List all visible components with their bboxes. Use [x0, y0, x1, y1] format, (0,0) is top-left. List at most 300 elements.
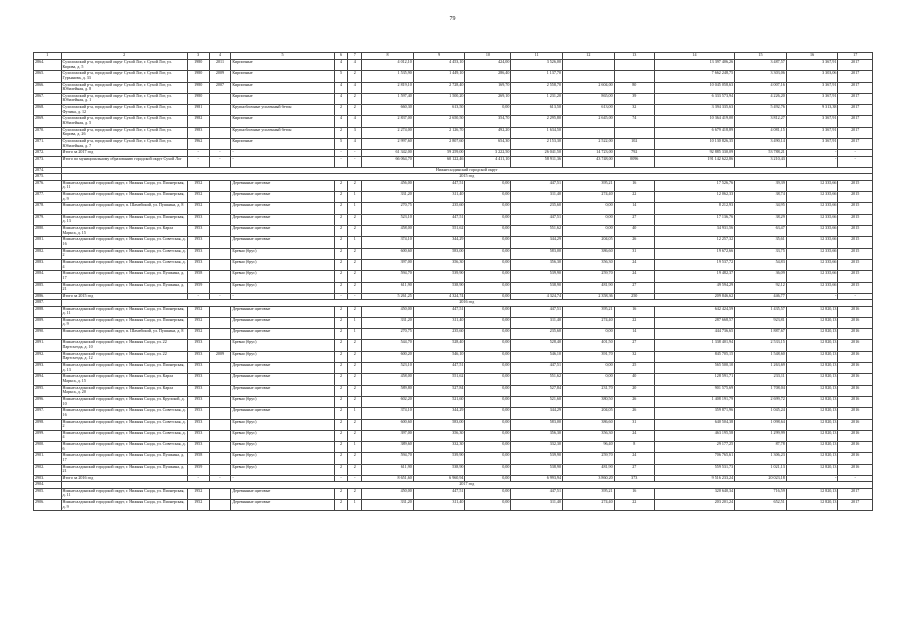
table-cell: 29 177,25: [654, 442, 734, 453]
table-cell: 1 263,69: [735, 363, 787, 374]
table-cell: 0,00: [465, 203, 511, 214]
table-cell: 374,10: [362, 408, 414, 419]
table-cell: 1980: [187, 71, 209, 82]
address-cell: Нижнесалдинский городской округ, г. Нижняя Салда, ул. Крупской, д. 10: [61, 396, 187, 407]
table-cell: -: [838, 156, 873, 167]
table-cell: 14 723,00: [563, 150, 615, 156]
table-cell: 235,60: [413, 203, 465, 214]
table-cell: 0,00: [465, 237, 511, 248]
table-cell: 0,00: [465, 282, 511, 293]
table-cell: -: [838, 293, 873, 299]
table-cell: 12 820,13: [786, 329, 838, 340]
table-cell: 538,90: [511, 464, 563, 475]
table-row: [34, 408, 873, 419]
table-row: [34, 306, 873, 317]
table-cell: 2: [348, 396, 362, 407]
table-cell: 2015: [838, 226, 873, 237]
table-cell: 901 575,69: [654, 385, 734, 396]
table-cell: 1953: [187, 214, 209, 225]
table-cell: 395,21: [563, 488, 615, 499]
table-cell: Бревно (брус): [231, 430, 334, 441]
table-cell: 458,00: [362, 226, 414, 237]
table-cell: 397,00: [362, 259, 414, 270]
address-cell: Нижнесалдинский городской округ, г. Нижняя Салда, ул. Пионерская, д. 13: [61, 363, 187, 374]
table-cell: 0,00: [563, 363, 615, 374]
row-number: 2899.: [34, 430, 62, 441]
table-cell: 2016: [838, 442, 873, 453]
table-cell: 4 226,20: [735, 93, 787, 104]
table-cell: 26 041,50: [511, 150, 563, 156]
table-cell: 38,29: [735, 214, 787, 225]
address-cell: Нижнесалдинский городской округ, г. Нижняя Салда, ул. Советская, д. 2: [61, 419, 187, 430]
table-cell: 2 153,30: [511, 139, 563, 150]
table-cell: 6 993,94: [511, 476, 563, 482]
table-cell: 551,62: [413, 374, 465, 385]
address-cell: Нижнесалдинский городской округ, г. Нижняя Салда, ул. Пушкина, д. 21: [61, 282, 187, 293]
table-cell: 20: [614, 385, 654, 396]
column-number: 11: [511, 53, 563, 60]
table-cell: 80: [614, 82, 654, 93]
table-cell: 2016: [838, 374, 873, 385]
row-number: 2892.: [34, 351, 62, 362]
table-cell: 2017: [838, 488, 873, 499]
table-cell: 2015: [838, 214, 873, 225]
table-cell: 1953: [187, 340, 209, 351]
table-cell: [209, 363, 231, 374]
table-cell: 4: [334, 60, 348, 71]
table-cell: 611,90: [362, 464, 414, 475]
table-cell: -: [838, 150, 873, 156]
table-cell: -: [786, 156, 838, 167]
table-cell: 2015: [838, 259, 873, 270]
table-cell: 4: [334, 93, 348, 104]
table-row: [34, 363, 873, 374]
table-cell: 1: [348, 408, 362, 419]
table-cell: 2: [334, 203, 348, 214]
table-cell: 8: [614, 442, 654, 453]
table-cell: 424,00: [465, 60, 511, 71]
table-cell: 373: [614, 476, 654, 482]
table-cell: 1953: [187, 226, 209, 237]
table-cell: 2: [334, 192, 348, 203]
table-row: [34, 351, 873, 362]
table-cell: 0,00: [465, 430, 511, 441]
table-cell: 34 931,56: [654, 226, 734, 237]
table-cell: 2: [348, 105, 362, 116]
table-cell: 660,30: [362, 105, 414, 116]
table-cell: 2 522,00: [563, 139, 615, 150]
table-cell: Деревянные щитовые: [231, 500, 334, 511]
table-cell: Деревянные щитовые: [231, 488, 334, 499]
table-row: [34, 419, 873, 430]
table-cell: 2016: [838, 363, 873, 374]
table-cell: [209, 127, 231, 138]
table-cell: -: [187, 156, 209, 167]
table-cell: 565 500,10: [654, 363, 734, 374]
table-cell: 523,10: [362, 363, 414, 374]
table-cell: 1: [348, 203, 362, 214]
table-row: [34, 82, 873, 93]
row-number: 2891.: [34, 340, 62, 351]
table-row: [34, 180, 873, 191]
table-cell: [209, 259, 231, 270]
table-cell: 287 668,57: [654, 317, 734, 328]
row-number: 2901.: [34, 453, 62, 464]
table-cell: 539,90: [413, 271, 465, 282]
table-cell: 538,90: [413, 464, 465, 475]
table-cell: [563, 60, 615, 71]
table-cell: -: [209, 476, 231, 482]
table-cell: 583,00: [413, 419, 465, 430]
address-cell: Нижнесалдинский городской округ, п. Шамейский, ул. Пушкина, д. 8: [61, 329, 187, 340]
table-cell: 1953: [187, 259, 209, 270]
row-number: 2864.: [34, 60, 62, 71]
table-cell: 128 591,71: [654, 374, 734, 385]
table-cell: 2016: [838, 396, 873, 407]
table-cell: 12 820,13: [786, 306, 838, 317]
table-cell: 1953: [187, 351, 209, 362]
table-cell: 332,30: [511, 442, 563, 453]
table-cell: -: [231, 476, 334, 482]
table-cell: 311,40: [413, 192, 465, 203]
table-cell: 539,90: [511, 453, 563, 464]
table-cell: 27: [614, 340, 654, 351]
table-cell: 7 662 248,75: [654, 71, 734, 82]
table-cell: Бревно (брус): [231, 453, 334, 464]
table-cell: 0,00: [563, 203, 615, 214]
table-cell: 1 435,57: [735, 306, 787, 317]
page-number: 79: [449, 16, 456, 22]
table-cell: 583,00: [413, 248, 465, 259]
table-row: [34, 464, 873, 475]
table-cell: 0,00: [465, 408, 511, 419]
table-cell: 3 490,14: [735, 139, 787, 150]
table-cell: 4: [334, 82, 348, 93]
table-cell: 3 860,20: [563, 476, 615, 482]
table-cell: 1952: [187, 500, 209, 511]
table-cell: 1: [348, 442, 362, 453]
table-cell: 463 195,58: [654, 430, 734, 441]
table-cell: 2: [348, 488, 362, 499]
table-cell: 4: [334, 116, 348, 127]
address-cell: Нижнесалдинский городской округ, г. Нижняя Салда, ул. 22 Партсъезда, д. 12: [61, 351, 187, 362]
table-cell: 3 367,91: [786, 116, 838, 127]
table-cell: 2 650,50: [413, 116, 465, 127]
table-cell: -: [334, 156, 348, 167]
table-cell: 5 261,25: [362, 293, 414, 299]
table-cell: 865,00: [563, 93, 615, 104]
table-cell: 12 335,66: [786, 192, 838, 203]
table-cell: 450,00: [362, 488, 414, 499]
table-cell: [209, 488, 231, 499]
table-cell: 5: [334, 71, 348, 82]
table-cell: [563, 127, 615, 138]
table-cell: 1953: [187, 374, 209, 385]
table-cell: -: [348, 293, 362, 299]
table-cell: -: [187, 150, 209, 156]
table-cell: 269,10: [465, 93, 511, 104]
table-cell: Кирпичные: [231, 82, 334, 93]
table-cell: Деревянные щитовые: [231, 226, 334, 237]
table-cell: 523,10: [362, 214, 414, 225]
table-cell: 12 335,66: [786, 282, 838, 293]
row-number: 2879.: [34, 214, 62, 225]
table-cell: 2015: [838, 237, 873, 248]
table-cell: -: [187, 476, 209, 482]
table-cell: 26: [614, 408, 654, 419]
table-cell: 0,00: [465, 396, 511, 407]
table-cell: 1953: [187, 430, 209, 441]
table-cell: 3 210,43: [735, 156, 787, 167]
table-cell: 1958: [187, 453, 209, 464]
table-cell: -: [209, 293, 231, 299]
table-cell: 4: [348, 60, 362, 71]
table-cell: 19 672,66: [654, 248, 734, 259]
table-cell: 539,90: [413, 453, 465, 464]
table-row: [34, 248, 873, 259]
table-row: [34, 93, 873, 104]
address-cell: Нижнесалдинский городской округ, г. Нижняя Салда, ул. Советская, д. 16: [61, 237, 187, 248]
column-number: 7: [348, 53, 362, 60]
table-cell: 3 222,50: [465, 150, 511, 156]
section-title: 2015 год: [61, 174, 872, 180]
table-cell: 1953: [187, 419, 209, 430]
row-number: 2877.: [34, 192, 62, 203]
table-cell: 2: [348, 214, 362, 225]
column-number: 3: [187, 53, 209, 60]
table-cell: 19 482,37: [654, 271, 734, 282]
table-cell: 31: [614, 419, 654, 430]
table-cell: -: [786, 150, 838, 156]
table-cell: 2: [334, 488, 348, 499]
table-cell: 1952: [187, 488, 209, 499]
table-cell: 331,20: [362, 317, 414, 328]
table-cell: -: [231, 293, 334, 299]
table-cell: 2: [334, 317, 348, 328]
address-cell: Нижнесалдинский городской округ, п. Шамейский, ул. Пушкина, д. 8: [61, 203, 187, 214]
table-cell: 1953: [187, 408, 209, 419]
table-cell: [614, 60, 654, 71]
table-cell: 1: [348, 329, 362, 340]
table-row: [34, 105, 873, 116]
table-cell: 447,51: [413, 488, 465, 499]
table-cell: 0,00: [563, 329, 615, 340]
table-cell: 447,51: [511, 180, 563, 191]
table-cell: 16: [614, 488, 654, 499]
table-cell: 395,21: [563, 306, 615, 317]
table-cell: 12 820,13: [786, 488, 838, 499]
table-cell: 1958: [187, 271, 209, 282]
table-cell: [209, 116, 231, 127]
table-cell: Деревянные щитовые: [231, 317, 334, 328]
table-cell: 447,51: [511, 488, 563, 499]
table-cell: 640 504,38: [654, 419, 734, 430]
table-cell: 4 081,15: [735, 127, 787, 138]
table-row: [34, 374, 873, 385]
table-cell: 0,00: [465, 214, 511, 225]
table-cell: 2011: [209, 60, 231, 71]
table-cell: [209, 248, 231, 259]
address-cell: Нижнесалдинский городской округ, г. Нижняя Салда, ул. Пионерская, д. 11: [61, 306, 187, 317]
table-cell: [209, 329, 231, 340]
table-cell: 447,51: [511, 306, 563, 317]
table-cell: 3 394 335,63: [654, 105, 734, 116]
table-cell: 26: [614, 396, 654, 407]
table-cell: 2: [348, 340, 362, 351]
table-cell: 1 098,64: [735, 419, 787, 430]
housing-register-table: [33, 52, 873, 511]
table-cell: 49 594,29: [654, 282, 734, 293]
table-cell: 5 492,76: [735, 105, 787, 116]
table-cell: 96,40: [563, 442, 615, 453]
address-cell: Сухоложский р-н, городской округ Сухой Лог, г. Сухой Лог, ул. Фучика, д. 12: [61, 105, 187, 116]
table-cell: 2: [348, 374, 362, 385]
table-cell: 2016: [838, 453, 873, 464]
table-cell: 0,00: [465, 259, 511, 270]
table-cell: 1 306,23: [735, 453, 787, 464]
table-cell: 26: [614, 237, 654, 248]
table-cell: 2017: [838, 500, 873, 511]
table-cell: 594,70: [362, 271, 414, 282]
table-cell: 0,00: [465, 374, 511, 385]
table-cell: 1953: [187, 363, 209, 374]
table-cell: 2016: [838, 385, 873, 396]
table-cell: 0,00: [465, 293, 511, 299]
row-number: 2876.: [34, 180, 62, 191]
table-cell: 1 137,70: [511, 71, 563, 82]
table-cell: 12 820,13: [786, 430, 838, 441]
table-row: [34, 127, 873, 138]
table-cell: 2: [334, 385, 348, 396]
table-cell: Бревно (брус): [231, 248, 334, 259]
table-cell: 1 021,13: [735, 464, 787, 475]
table-cell: 10 045 058,63: [654, 82, 734, 93]
table-cell: 12 820,13: [786, 442, 838, 453]
table-cell: 447,51: [413, 214, 465, 225]
table-cell: 2017: [838, 71, 873, 82]
row-number: 2886.: [34, 293, 62, 299]
table-cell: Бревно (брус): [231, 271, 334, 282]
table-cell: 1953: [187, 237, 209, 248]
table-cell: 3 367,91: [786, 82, 838, 93]
column-number: 16: [786, 53, 838, 60]
table-cell: 354,70: [465, 116, 511, 127]
table-cell: [209, 237, 231, 248]
table-cell: 611,90: [362, 282, 414, 293]
table-cell: 2015: [838, 192, 873, 203]
table-cell: 1 045,24: [735, 408, 787, 419]
table-cell: 1: [348, 500, 362, 511]
table-cell: 447,51: [511, 214, 563, 225]
table-cell: 2: [334, 363, 348, 374]
row-number: 2903.: [34, 476, 62, 482]
row-number: 2888.: [34, 306, 62, 317]
table-cell: 602,20: [362, 396, 414, 407]
table-cell: 2: [334, 105, 348, 116]
table-cell: 544,70: [362, 340, 414, 351]
table-cell: 169,70: [465, 82, 511, 93]
table-cell: 6 679 418,89: [654, 127, 734, 138]
table-cell: 528,40: [511, 340, 563, 351]
table-cell: [209, 306, 231, 317]
table-cell: 344,29: [511, 237, 563, 248]
table-cell: 716,59: [735, 488, 787, 499]
table-cell: 2 558,70: [511, 82, 563, 93]
table-cell: 2 819,10: [362, 82, 414, 93]
table-cell: 2: [334, 271, 348, 282]
table-cell: 320 640,34: [654, 488, 734, 499]
table-cell: [209, 105, 231, 116]
table-cell: [209, 385, 231, 396]
table-cell: 40: [614, 226, 654, 237]
table-cell: 2: [334, 408, 348, 419]
table-cell: -: [838, 476, 873, 482]
row-number: 2906.: [34, 500, 62, 511]
table-cell: Деревянные щитовые: [231, 192, 334, 203]
table-cell: 521,60: [413, 396, 465, 407]
table-cell: 12 820,13: [786, 351, 838, 362]
table-cell: 274,40: [563, 192, 615, 203]
table-cell: 1980: [187, 93, 209, 104]
table-cell: 1 597,40: [362, 93, 414, 104]
row-number: 2889.: [34, 317, 62, 328]
table-cell: 613,50: [511, 105, 563, 116]
table-cell: 344,29: [511, 408, 563, 419]
table-cell: Деревянные щитовые: [231, 374, 334, 385]
table-cell: 1953: [187, 248, 209, 259]
table-cell: -: [348, 150, 362, 156]
table-cell: 2: [334, 248, 348, 259]
table-cell: 1953: [187, 442, 209, 453]
table-cell: 2: [348, 385, 362, 396]
table-cell: [209, 192, 231, 203]
table-cell: 74: [614, 116, 654, 127]
column-number: 17: [838, 53, 873, 60]
table-cell: 583,00: [511, 248, 563, 259]
row-number: 2872.: [34, 150, 62, 156]
table-cell: 0,00: [465, 306, 511, 317]
table-cell: 380,50: [563, 396, 615, 407]
table-cell: [209, 139, 231, 150]
table-cell: 1982: [187, 116, 209, 127]
table-cell: 10 130 826,35: [654, 139, 734, 150]
table-cell: 12 820,13: [786, 500, 838, 511]
column-number: 8: [362, 53, 414, 60]
table-cell: 2017: [838, 105, 873, 116]
table-cell: -: [209, 156, 231, 167]
table-cell: 1 708,04: [735, 385, 787, 396]
table-row: [34, 500, 873, 511]
table-cell: Кирпичные: [231, 116, 334, 127]
row-number: 2870.: [34, 127, 62, 138]
table-cell: -: [786, 476, 838, 482]
table-cell: 0,00: [465, 385, 511, 396]
table-cell: 0,00: [465, 317, 511, 328]
table-cell: 311,40: [511, 192, 563, 203]
table-cell: 2: [334, 214, 348, 225]
table-cell: 2: [334, 430, 348, 441]
table-cell: 2 807,60: [413, 139, 465, 150]
table-cell: 613,00: [563, 105, 615, 116]
table-cell: 1952: [187, 180, 209, 191]
table-cell: 14: [614, 329, 654, 340]
address-cell: Итого по муниципальному образованию городской округ Сухой Лог: [61, 156, 187, 167]
table-cell: 2016: [838, 340, 873, 351]
table-cell: 359 871,96: [654, 408, 734, 419]
address-cell: Нижнесалдинский городской округ, г. Нижняя Салда, ул. Карла Маркса, д. 20: [61, 385, 187, 396]
column-number: 2: [61, 53, 187, 60]
address-cell: Нижнесалдинский городской округ, г. Нижняя Салда, ул. Пионерская, д. 9: [61, 500, 187, 511]
